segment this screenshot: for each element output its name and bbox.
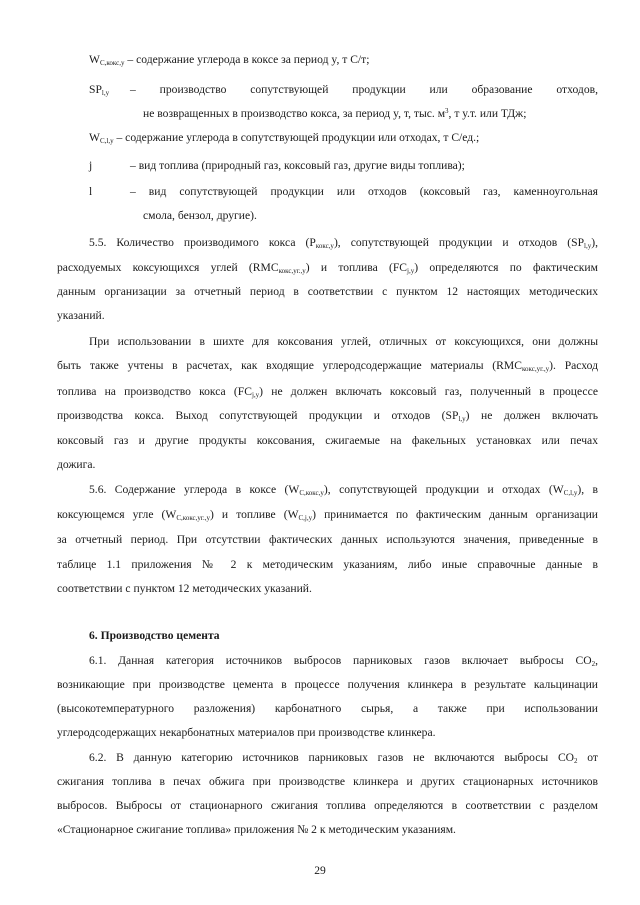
p56-line4: таблице 1.1 приложения № 2 к методическим указаниям, либо иные справочные данные в bbox=[57, 558, 598, 571]
word: или bbox=[429, 83, 448, 96]
definition-w-coke bbox=[89, 52, 369, 68]
text: ) не должен включать bbox=[465, 409, 598, 422]
text: 5.6. Содержание углерода в коксе (W bbox=[89, 483, 300, 496]
p55-line1 bbox=[89, 235, 598, 251]
subscript: C,кокс,y bbox=[299, 489, 324, 497]
p55-line4: указаний. bbox=[57, 309, 105, 322]
text: 6.2. В данную категорию источников парниковых газов не включаются выбросы CO bbox=[89, 751, 575, 764]
text: ), сопутствующей продукции и отходах (W bbox=[323, 483, 564, 496]
text: расходуемых коксующихся углей (RMC bbox=[57, 261, 279, 274]
subscript: j,y bbox=[407, 267, 415, 275]
word: отходов, bbox=[556, 83, 598, 96]
p55b-line3 bbox=[57, 384, 598, 400]
definition-l-line2: смола, бензол, другие). bbox=[143, 209, 257, 222]
subscript: l,y bbox=[584, 242, 592, 250]
definition-j-text: – вид топлива (природный газ, коксовый газ, другие виды топлива); bbox=[130, 159, 465, 172]
subscript: 2 bbox=[591, 660, 596, 668]
subscript: C,j,y bbox=[298, 514, 313, 522]
word: сопутствующей bbox=[250, 83, 329, 96]
definition-w-byproduct bbox=[89, 130, 479, 146]
text: ) не должен включать коксовый газ, полученный в процессе bbox=[259, 385, 599, 398]
subscript: C,кокс,уг.,y bbox=[176, 514, 210, 522]
definition-j-symbol: j bbox=[89, 159, 93, 172]
subscript: C,l,y bbox=[563, 489, 578, 497]
text: ), сопутствующей продукции и отходов (SP bbox=[333, 236, 585, 249]
p56-line5: соответствии с пунктом 12 методических указаний. bbox=[57, 582, 312, 595]
subscript: кокс,y bbox=[315, 242, 334, 250]
text: от bbox=[577, 751, 598, 764]
text: не возвращенных в производство кокса, за период y, т, тыс. м bbox=[143, 107, 446, 120]
definition-sp-symbol bbox=[89, 82, 109, 98]
symbol: W bbox=[89, 53, 100, 66]
text: ) и топлива (FC bbox=[305, 261, 408, 274]
symbol-subscript: C,кокс,y bbox=[99, 59, 125, 67]
text: ), bbox=[591, 236, 599, 249]
text: коксующемся угле (W bbox=[57, 508, 177, 521]
definition-sp-line1 bbox=[130, 82, 598, 98]
text: , bbox=[595, 654, 598, 667]
subscript: 2 bbox=[574, 757, 578, 765]
subscript: кокс,уг.,y bbox=[521, 365, 550, 373]
p61-line3: (высокотемпературного разложения) карбонатного сырья, а также при использовании bbox=[57, 702, 598, 715]
p61-line2: возникающие при производстве цемента в процессе получения клинкера в результате кальцинации bbox=[57, 678, 598, 691]
word: образование bbox=[471, 83, 533, 96]
definition-text: – содержание углерода в сопутствующей продукции или отходах, т С/ед.; bbox=[116, 131, 480, 144]
definition-l-line1: – вид сопутствующей продукции или отходов (коксовый газ, каменноугольная bbox=[130, 185, 598, 198]
p56-line3: за отчетный период. При отсутствии фактических данных используются значения, приведенные в bbox=[57, 533, 598, 546]
definition-l-symbol: l bbox=[89, 185, 93, 198]
p56-line1 bbox=[89, 482, 598, 498]
p61-line4: углеродсодержащих некарбонатных материалов при производстве клинкера. bbox=[57, 726, 436, 739]
subscript: j,y bbox=[251, 391, 260, 399]
word: производство bbox=[159, 83, 227, 96]
text: ) определяются по фактическим bbox=[414, 261, 598, 274]
definition-sp-line2 bbox=[143, 106, 526, 122]
subscript: кокс,уг.,y bbox=[278, 267, 306, 275]
p62-line1 bbox=[89, 750, 598, 766]
section-6-heading: 6. Производство цемента bbox=[89, 629, 220, 642]
text: топлива на производство кокса (FC bbox=[57, 385, 252, 398]
definition-text: – содержание углерода в коксе за период y, т С/т; bbox=[127, 53, 370, 66]
text: ). Расход bbox=[549, 359, 598, 372]
symbol-subscript: C,l,y bbox=[99, 137, 114, 145]
text: 5.5. Количество производимого кокса (P bbox=[89, 236, 316, 249]
page-number: 29 bbox=[314, 864, 326, 877]
p55-line2 bbox=[57, 260, 598, 276]
p55b-line5: коксовый газ и другие продукты коксования, сжигаемые на факельных установках или печах bbox=[57, 434, 598, 447]
p55b-line1: При использовании в шихте для коксования углей, отличных от коксующихся, они должны bbox=[89, 335, 598, 348]
p55b-line2 bbox=[57, 358, 598, 374]
p62-line3: выбросов. Выбросы от стационарного сжигания топлива определяются в соответствии с разделом bbox=[57, 799, 598, 812]
p61-line1 bbox=[89, 653, 598, 669]
dash: – bbox=[130, 83, 136, 96]
p55b-line6: дожига. bbox=[57, 458, 96, 471]
symbol: SP bbox=[89, 83, 102, 96]
text: , т у.т. или ТДж; bbox=[448, 107, 527, 120]
p62-line4: «Стационарное сжигание топлива» приложения № 2 к методическим указаниям. bbox=[57, 823, 456, 836]
p55-line3: данным организации за отчетный период в соответствии с пунктом 12 настоящих методических bbox=[57, 285, 598, 298]
p56-line2 bbox=[57, 507, 598, 523]
symbol: W bbox=[89, 131, 100, 144]
text: 6.1. Данная категория источников выбросов парниковых газов включает выбросы CO bbox=[89, 654, 592, 667]
text: ) и топливе (W bbox=[210, 508, 299, 521]
word: продукции bbox=[352, 83, 406, 96]
subscript: l,y bbox=[458, 415, 466, 423]
text: ), в bbox=[577, 483, 598, 496]
text: быть также учтены в расчетах, как входящие углеродсодержащие материалы (RMC bbox=[57, 359, 522, 372]
p55b-line4 bbox=[57, 408, 598, 424]
text: ) принимается по фактическим данным организации bbox=[312, 508, 598, 521]
text: производства кокса. Выход сопутствующей продукции и отходов (SP bbox=[57, 409, 459, 422]
superscript: 3 bbox=[445, 107, 449, 115]
p62-line2: сжигания топлива в печах обжига при производстве клинкера и других стационарных источников bbox=[57, 775, 598, 788]
symbol-subscript: l,y bbox=[101, 89, 110, 97]
